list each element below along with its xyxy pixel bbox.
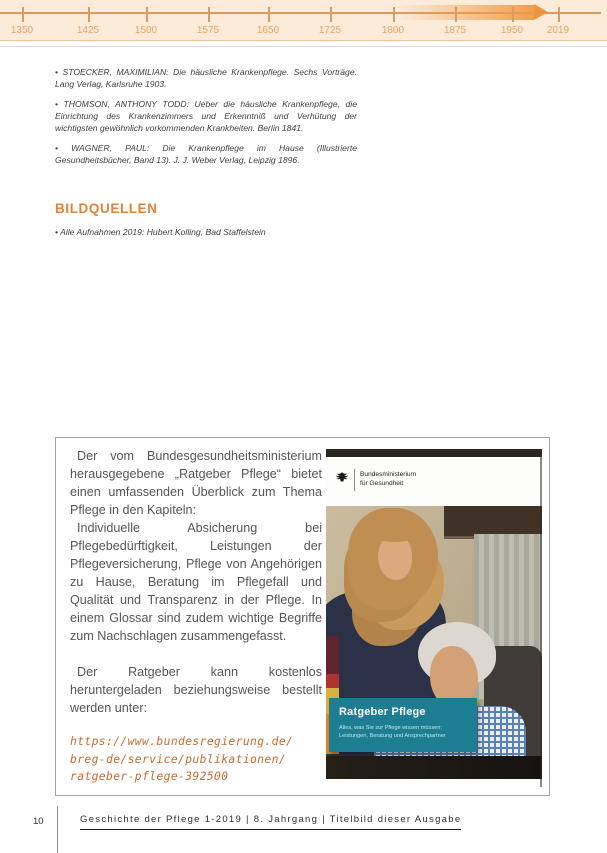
logo-line-2: für Gesundheit — [360, 480, 404, 487]
photo-bottom-shadow — [326, 756, 542, 779]
footer-text: Geschichte der Pflege 1-2019 | 8. Jahrgang | Titelbild dieser Ausgabe — [80, 814, 461, 830]
timeline-tick — [330, 7, 332, 22]
cover-logo-band — [326, 457, 542, 506]
timeline-year-label: 1575 — [196, 25, 220, 36]
footer-divider — [57, 806, 58, 853]
timeline-tick — [455, 7, 457, 22]
info-box-paragraph: Der Ratgeber kann kostenlos heruntergeladen beziehungsweise bestellt werden unter: — [70, 665, 322, 715]
ratgeber-info-box — [55, 437, 550, 796]
bibliography-entry: • WAGNER, PAUL: Die Krankenpflege im Hause (Illustrierte Gesundheitsbücher, Band 13). J. J. Weber Verlag, Leipzig 1896. — [55, 143, 357, 166]
logo-line-1: Bundesministerium — [360, 471, 417, 479]
timeline-year-label: 1725 — [318, 25, 342, 36]
timeline-arrow-icon — [534, 4, 548, 20]
cover-subtitle-line: Leistungen, Beratung und Ansprechpartner — [339, 733, 446, 740]
download-url-link[interactable] — [70, 733, 322, 786]
info-box-text-column — [70, 447, 322, 786]
cover-subtitle-line: Alles, was Sie zur Pflege wissen müssen: — [339, 725, 442, 731]
page-number: 10 — [33, 816, 44, 827]
logo-text — [360, 471, 416, 488]
timeline-tick — [22, 7, 24, 22]
bibliography-entry: • STOECKER, MAXIMILIAN: Die häusliche Krankenpflege. Sechs Vorträge. Lang Verlag, Karlsruhe 1903. — [55, 67, 357, 90]
logo-divider — [354, 469, 355, 491]
timeline-tick — [146, 7, 148, 22]
timeline-tick — [558, 7, 560, 22]
timeline-year-label: 2019 — [546, 25, 570, 36]
timeline-tick — [512, 7, 514, 22]
info-box-paragraph: Der vom Bundesgesundheitsministerium herausgegebene „Ratgeber Pflege“ bietet einen umfassenden Überblick zum Thema Pflege in den Kapiteln: — [70, 449, 322, 517]
timeline-year-label: 1425 — [76, 25, 100, 36]
url-line[interactable]: https://www.bundesregierung.de/ — [70, 735, 294, 748]
bibliography-list — [55, 66, 357, 174]
cover-photo — [326, 506, 542, 779]
cover-title: Ratgeber Pflege — [339, 706, 426, 718]
timeline-year-label: 1350 — [10, 25, 34, 36]
timeline-tick — [208, 7, 210, 22]
timeline-tick — [268, 7, 270, 22]
timeline-tick — [88, 7, 90, 22]
url-line[interactable]: breg-de/service/publikationen/ — [70, 752, 287, 766]
woman-fringe — [372, 526, 418, 542]
cover-right-edge — [540, 449, 542, 787]
cover-title-banner — [329, 698, 477, 752]
timeline-year-label: 1650 — [256, 25, 280, 36]
timeline-year-label: 1950 — [500, 25, 524, 36]
url-line[interactable]: ratgeber-pflege-392500 — [70, 770, 229, 783]
bibliography-entry: • THOMSON, ANTHONY TODD: Ueber die häusliche Krankenpflege, die Einrichtung des Krankenzimmers und Erkenntniß und Verhütung der wichtigsten gewöhnlich vorkommenden Krankheiten. Berlin 1841. — [55, 99, 357, 134]
timeline-band — [0, 0, 607, 41]
cover-top-strip — [326, 449, 542, 457]
brochure-cover-image — [326, 449, 542, 787]
bildquellen-credit: • Alle Aufnahmen 2019: Hubert Kolling, Bad Staffelstein — [55, 227, 266, 237]
cover-subtitle — [339, 724, 467, 741]
timeline-year-label: 1500 — [134, 25, 158, 36]
timeline-year-label: 1800 — [381, 25, 405, 36]
timeline-year-label: 1875 — [443, 25, 467, 36]
info-box-paragraph: Individuelle Absicherung bei Pflegebedürftigkeit, Leistungen der Pflegeversicherung, Pflege von Angehörigen zu Hause, Beratung im Pflegefall und Qualität und Transparenz in der Pflege. In einem Glossar sind zudem wichtige Begriffe zum Nachschlagen zusammengefasst. — [70, 521, 322, 643]
federal-eagle-icon — [334, 470, 350, 491]
bmg-logo — [334, 469, 416, 491]
bildquellen-heading: BILDQUELLEN — [55, 201, 158, 216]
header-rule — [0, 46, 607, 47]
timeline-tick — [393, 7, 395, 22]
